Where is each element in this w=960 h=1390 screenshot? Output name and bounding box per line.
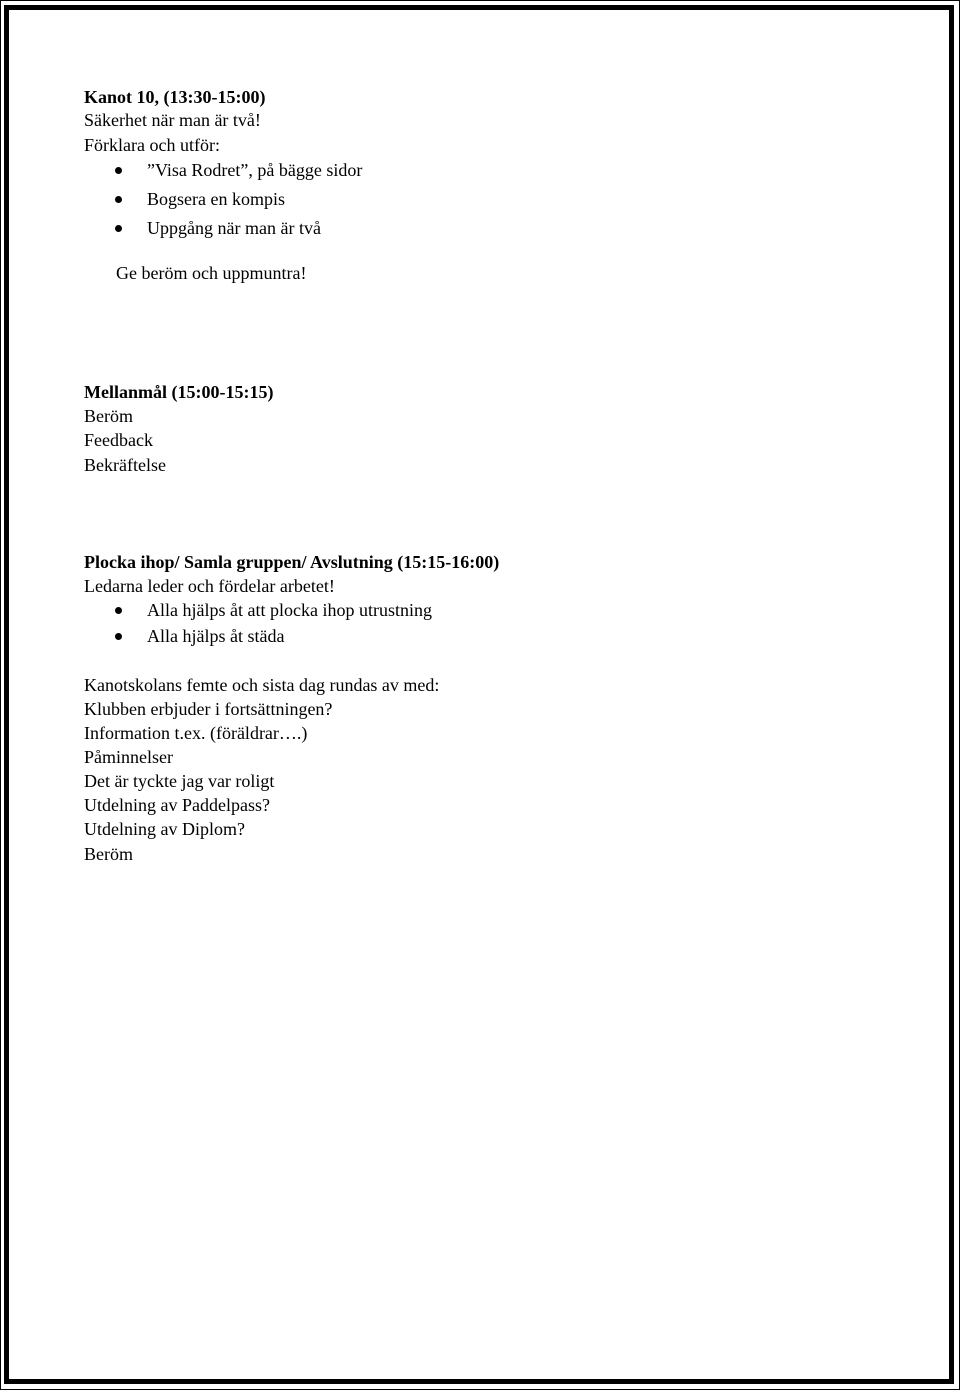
text-line: Beröm <box>84 406 133 426</box>
bullet-dot-icon <box>115 607 122 614</box>
list-item: Bogsera en kompis <box>147 189 285 209</box>
list-item: Alla hjälps åt att plocka ihop utrustning <box>147 600 432 620</box>
bullet-dot-icon <box>115 196 122 203</box>
text-line: Kanotskolans femte och sista dag rundas av med: <box>84 675 440 695</box>
text-line: Beröm <box>84 844 133 864</box>
text-line: Utdelning av Paddelpass? <box>84 795 270 815</box>
text-line: Feedback <box>84 430 153 450</box>
text-line: Förklara och utför: <box>84 135 220 155</box>
bullet-dot-icon <box>115 633 122 640</box>
text-line: Ge beröm och uppmuntra! <box>116 263 307 283</box>
list-item: Uppgång när man är två <box>147 218 321 238</box>
list-item: ”Visa Rodret”, på bägge sidor <box>147 160 363 180</box>
section-heading-mellanmal: Mellanmål (15:00-15:15) <box>84 382 274 402</box>
bullet-dot-icon <box>115 167 122 174</box>
section-heading-avslutning: Plocka ihop/ Samla gruppen/ Avslutning (15:15-16:00) <box>84 552 500 572</box>
list-item: Alla hjälps åt städa <box>147 626 285 646</box>
text-line: Information t.ex. (föräldrar….) <box>84 723 308 743</box>
text-line: Ledarna leder och fördelar arbetet! <box>84 576 335 596</box>
bullet-dot-icon <box>115 225 122 232</box>
text-line: Klubben erbjuder i fortsättningen? <box>84 699 333 719</box>
text-line: Påminnelser <box>84 747 173 767</box>
text-line: Bekräftelse <box>84 455 166 475</box>
section-heading-kanot: Kanot 10, (13:30-15:00) <box>84 87 266 107</box>
text-line: Det är tyckte jag var roligt <box>84 771 275 791</box>
text-line: Utdelning av Diplom? <box>84 819 245 839</box>
text-line: Säkerhet när man är två! <box>84 110 261 130</box>
